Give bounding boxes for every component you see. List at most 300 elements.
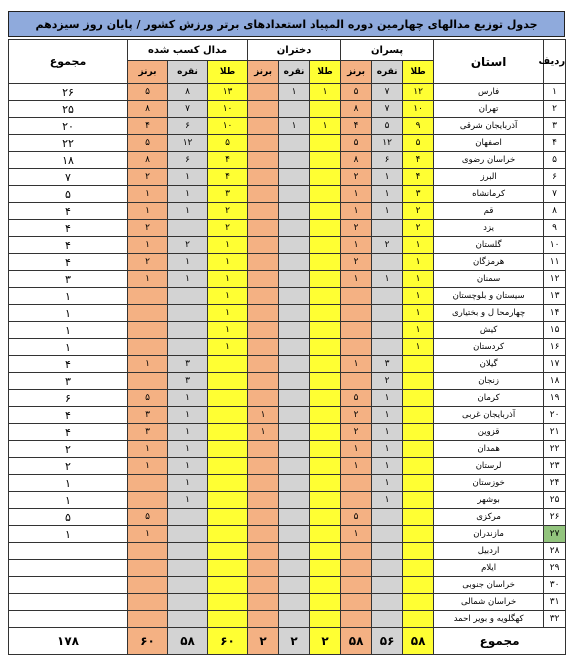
earned-silver-cell [168,526,208,543]
total-cell: ۱ [9,339,128,356]
rank-cell: ۱۰ [544,237,566,254]
earned-silver-cell: ۱ [168,186,208,203]
girls-gold-cell [310,594,341,611]
boys-bronze-cell: ۲ [341,254,372,271]
province-cell: تهران [434,101,544,118]
boys-gold-cell [403,543,434,560]
girls-gold-cell [310,339,341,356]
rank-cell: ۲۲ [544,441,566,458]
rank-cell: ۱۶ [544,339,566,356]
boys-silver-cell: ۵ [372,118,403,135]
girls-silver-cell [279,237,310,254]
earned-gold-cell: ۱ [208,305,248,322]
girls-bronze-cell [248,526,279,543]
boys-gold-cell [403,526,434,543]
boys-gold-cell: ۱۲ [403,84,434,101]
girls-gold-cell: ۱ [310,84,341,101]
boys-silver-cell: ۷ [372,101,403,118]
rank-cell: ۱ [544,84,566,101]
girls-gold-cell [310,101,341,118]
earned-bronze-cell [128,560,168,577]
girls-gold-cell [310,373,341,390]
girls-gold-cell [310,220,341,237]
table-row [9,203,566,220]
boys-silver-cell [372,305,403,322]
boys-bronze-cell [341,492,372,509]
province-cell: کردستان [434,339,544,356]
earned-bronze-cell: ۱ [128,458,168,475]
earned-silver-cell: ۱ [168,254,208,271]
earned-bronze-cell: ۱ [128,441,168,458]
boys-gold-cell: ۱ [403,305,434,322]
earned-gold-cell: ۱ [208,237,248,254]
girls-silver-cell [279,390,310,407]
total-cell [9,594,128,611]
header-girls: دختران [248,40,341,61]
earned-silver-cell [168,305,208,322]
rank-cell: ۱۸ [544,373,566,390]
girls-silver-cell [279,356,310,373]
sum-earned-silver: ۵۸ [168,628,208,655]
boys-gold-cell: ۱ [403,339,434,356]
earned-gold-cell: ۱ [208,322,248,339]
girls-bronze-cell [248,390,279,407]
province-cell: مرکزی [434,509,544,526]
girls-bronze-cell [248,458,279,475]
earned-silver-cell: ۶ [168,118,208,135]
girls-bronze-cell [248,611,279,628]
total-cell [9,611,128,628]
table-row [9,101,566,118]
table-row [9,390,566,407]
boys-gold-cell [403,611,434,628]
girls-silver-cell [279,186,310,203]
earned-gold-cell: ۱ [208,271,248,288]
earned-silver-cell: ۷ [168,101,208,118]
medal-table [8,39,566,655]
girls-silver-cell [279,373,310,390]
earned-bronze-cell: ۵ [128,84,168,101]
boys-gold-cell: ۱ [403,254,434,271]
boys-silver-cell [372,577,403,594]
girls-silver-cell [279,407,310,424]
rank-cell: ۲۶ [544,509,566,526]
province-cell: قم [434,203,544,220]
earned-silver-cell: ۱ [168,407,208,424]
earned-gold-cell: ۲ [208,220,248,237]
boys-gold-cell: ۱ [403,271,434,288]
boys-bronze-cell: ۱ [341,526,372,543]
earned-bronze-cell: ۵ [128,390,168,407]
boys-silver-cell [372,543,403,560]
girls-bronze-cell [248,101,279,118]
boys-bronze-cell [341,577,372,594]
province-cell: کهگلویه و بویر احمد [434,611,544,628]
rank-cell: ۲ [544,101,566,118]
province-cell: بوشهر [434,492,544,509]
boys-bronze-cell: ۱ [341,271,372,288]
table-row [9,254,566,271]
boys-bronze-cell [341,339,372,356]
table-row [9,407,566,424]
girls-gold-cell [310,441,341,458]
boys-bronze-cell [341,475,372,492]
boys-silver-cell: ۱ [372,458,403,475]
earned-silver-cell: ۳ [168,373,208,390]
earned-silver-cell [168,322,208,339]
boys-silver-cell: ۱۲ [372,135,403,152]
earned-gold-cell: ۳ [208,186,248,203]
rank-cell: ۱۳ [544,288,566,305]
sum-boys-silver: ۵۶ [372,628,403,655]
rank-cell: ۲۰ [544,407,566,424]
girls-silver-cell [279,543,310,560]
earned-silver-cell [168,560,208,577]
boys-silver-cell: ۱ [372,424,403,441]
earned-bronze-cell [128,543,168,560]
header-girls-gold: طلا [310,61,341,84]
girls-bronze-cell [248,152,279,169]
total-cell: ۱ [9,288,128,305]
province-cell: همدان [434,441,544,458]
rank-cell: ۳۲ [544,611,566,628]
boys-silver-cell: ۱ [372,169,403,186]
province-cell: مازندران [434,526,544,543]
rank-cell: ۱۱ [544,254,566,271]
boys-bronze-cell: ۲ [341,220,372,237]
boys-bronze-cell: ۲ [341,407,372,424]
boys-silver-cell [372,254,403,271]
total-cell: ۶ [9,390,128,407]
boys-silver-cell [372,322,403,339]
total-cell: ۴ [9,203,128,220]
girls-bronze-cell [248,220,279,237]
earned-gold-cell [208,373,248,390]
header-total: مجموع [9,40,128,84]
header-rank: ردیف [544,40,566,84]
girls-gold-cell [310,611,341,628]
girls-bronze-cell [248,373,279,390]
earned-gold-cell: ۱ [208,339,248,356]
total-cell: ۱ [9,305,128,322]
earned-bronze-cell [128,305,168,322]
province-cell: چهارمحا ل و بختیاری [434,305,544,322]
girls-silver-cell [279,577,310,594]
boys-silver-cell: ۱ [372,492,403,509]
boys-bronze-cell: ۵ [341,135,372,152]
boys-silver-cell: ۱ [372,441,403,458]
total-cell [9,543,128,560]
girls-silver-cell [279,441,310,458]
sum-total: ۱۷۸ [9,628,128,655]
table-row [9,594,566,611]
girls-bronze-cell [248,322,279,339]
table-row [9,526,566,543]
earned-gold-cell: ۴ [208,152,248,169]
earned-silver-cell: ۱ [168,169,208,186]
girls-bronze-cell [248,118,279,135]
table-row [9,458,566,475]
earned-gold-cell [208,356,248,373]
earned-silver-cell: ۱۲ [168,135,208,152]
header-boys-bronze: برنز [341,61,372,84]
table-row [9,271,566,288]
girls-gold-cell: ۱ [310,118,341,135]
earned-bronze-cell: ۱ [128,237,168,254]
boys-silver-cell: ۱ [372,271,403,288]
girls-silver-cell [279,305,310,322]
earned-bronze-cell [128,322,168,339]
girls-bronze-cell [248,356,279,373]
earned-silver-cell: ۶ [168,152,208,169]
girls-gold-cell [310,322,341,339]
header-boys-silver: نقره [372,61,403,84]
girls-bronze-cell [248,339,279,356]
province-cell: کرمان [434,390,544,407]
girls-silver-cell [279,611,310,628]
table-row [9,492,566,509]
earned-gold-cell: ۱۰ [208,118,248,135]
boys-bronze-cell [341,543,372,560]
total-cell: ۵ [9,509,128,526]
medal-table-sheet [8,11,565,655]
boys-bronze-cell: ۸ [341,101,372,118]
earned-silver-cell: ۱ [168,475,208,492]
earned-gold-cell [208,526,248,543]
girls-silver-cell [279,288,310,305]
earned-silver-cell: ۱ [168,458,208,475]
earned-gold-cell: ۱۰ [208,101,248,118]
girls-gold-cell [310,152,341,169]
earned-silver-cell [168,509,208,526]
province-cell: قزوین [434,424,544,441]
boys-gold-cell: ۱ [403,237,434,254]
girls-bronze-cell [248,254,279,271]
earned-bronze-cell: ۸ [128,152,168,169]
earned-gold-cell [208,390,248,407]
earned-gold-cell: ۱۳ [208,84,248,101]
earned-bronze-cell [128,577,168,594]
earned-bronze-cell [128,373,168,390]
earned-bronze-cell: ۳ [128,407,168,424]
rank-cell: ۲۷ [544,526,566,543]
boys-gold-cell: ۳ [403,186,434,203]
girls-gold-cell [310,390,341,407]
province-cell: خوزستان [434,475,544,492]
header-province: استان [434,40,544,84]
province-cell: سیستان و بلوچستان [434,288,544,305]
earned-silver-cell: ۳ [168,356,208,373]
rank-cell: ۲۴ [544,475,566,492]
girls-bronze-cell [248,577,279,594]
boys-silver-cell: ۱ [372,475,403,492]
girls-silver-cell: ۱ [279,84,310,101]
rank-cell: ۲۳ [544,458,566,475]
sheet-title: جدول توزیع مدالهای چهارمین دوره المپیاد استعدادهای برتر ورزش کشور / پایان روز سیزدهم [8,11,565,37]
girls-bronze-cell [248,271,279,288]
boys-silver-cell: ۶ [372,152,403,169]
girls-gold-cell [310,135,341,152]
boys-silver-cell [372,339,403,356]
girls-silver-cell [279,322,310,339]
sum-row [9,628,566,655]
province-cell: سمنان [434,271,544,288]
province-cell: لرستان [434,458,544,475]
girls-bronze-cell [248,441,279,458]
boys-silver-cell: ۱ [372,390,403,407]
girls-bronze-cell [248,186,279,203]
rank-cell: ۱۹ [544,390,566,407]
boys-bronze-cell: ۱ [341,237,372,254]
girls-gold-cell [310,407,341,424]
earned-gold-cell: ۴ [208,169,248,186]
earned-bronze-cell [128,611,168,628]
header-earned: مدال کسب شده [128,40,248,61]
girls-bronze-cell [248,84,279,101]
earned-silver-cell [168,220,208,237]
total-cell: ۱ [9,475,128,492]
boys-bronze-cell: ۲ [341,169,372,186]
earned-gold-cell [208,577,248,594]
rank-cell: ۷ [544,186,566,203]
boys-bronze-cell [341,322,372,339]
province-cell: خراسان رضوی [434,152,544,169]
boys-gold-cell [403,356,434,373]
province-cell: خراسان شمالی [434,594,544,611]
earned-bronze-cell: ۱ [128,356,168,373]
girls-silver-cell [279,492,310,509]
header-earned-gold: طلا [208,61,248,84]
girls-bronze-cell [248,560,279,577]
total-cell: ۲۶ [9,84,128,101]
boys-silver-cell [372,526,403,543]
rank-cell: ۲۸ [544,543,566,560]
earned-silver-cell [168,577,208,594]
total-cell: ۲ [9,458,128,475]
girls-bronze-cell [248,492,279,509]
sum-earned-bronze: ۶۰ [128,628,168,655]
boys-bronze-cell: ۱ [341,441,372,458]
girls-gold-cell [310,271,341,288]
boys-gold-cell: ۵ [403,135,434,152]
boys-gold-cell [403,560,434,577]
girls-bronze-cell [248,203,279,220]
table-row [9,543,566,560]
table-row [9,135,566,152]
earned-gold-cell: ۱ [208,288,248,305]
girls-gold-cell [310,577,341,594]
header-girls-bronze: برنز [248,61,279,84]
earned-gold-cell: ۲ [208,203,248,220]
total-cell: ۴ [9,424,128,441]
earned-gold-cell [208,509,248,526]
rank-cell: ۱۵ [544,322,566,339]
boys-gold-cell [403,475,434,492]
boys-silver-cell: ۲ [372,237,403,254]
table-row [9,118,566,135]
earned-bronze-cell: ۱ [128,271,168,288]
girls-silver-cell [279,526,310,543]
earned-gold-cell [208,458,248,475]
province-cell: یزد [434,220,544,237]
boys-silver-cell [372,611,403,628]
table-row [9,169,566,186]
boys-silver-cell: ۷ [372,84,403,101]
earned-bronze-cell: ۸ [128,101,168,118]
boys-gold-cell [403,577,434,594]
province-cell: گلستان [434,237,544,254]
boys-bronze-cell [341,594,372,611]
earned-gold-cell [208,407,248,424]
boys-silver-cell [372,594,403,611]
boys-gold-cell: ۲ [403,220,434,237]
earned-silver-cell: ۱ [168,492,208,509]
province-cell: گیلان [434,356,544,373]
earned-bronze-cell: ۳ [128,424,168,441]
rank-cell: ۱۴ [544,305,566,322]
earned-silver-cell [168,288,208,305]
rank-cell: ۲۹ [544,560,566,577]
earned-silver-cell: ۱ [168,390,208,407]
girls-bronze-cell [248,305,279,322]
rank-cell: ۲۱ [544,424,566,441]
girls-bronze-cell: ۱ [248,407,279,424]
girls-bronze-cell: ۱ [248,424,279,441]
table-row [9,577,566,594]
boys-gold-cell: ۴ [403,169,434,186]
girls-gold-cell [310,492,341,509]
sum-label: مجموع [434,628,566,655]
table-row [9,475,566,492]
earned-bronze-cell: ۲ [128,220,168,237]
boys-gold-cell: ۱ [403,288,434,305]
total-cell: ۲ [9,441,128,458]
earned-bronze-cell: ۵ [128,135,168,152]
girls-gold-cell [310,288,341,305]
earned-silver-cell [168,594,208,611]
province-cell: هرمزگان [434,254,544,271]
girls-gold-cell [310,356,341,373]
girls-gold-cell [310,543,341,560]
total-cell: ۴ [9,254,128,271]
table-row [9,305,566,322]
earned-bronze-cell [128,492,168,509]
total-cell: ۲۵ [9,101,128,118]
earned-silver-cell [168,611,208,628]
total-cell: ۷ [9,169,128,186]
boys-bronze-cell: ۲ [341,424,372,441]
total-cell: ۱ [9,526,128,543]
header-earned-silver: نقره [168,61,208,84]
earned-silver-cell [168,543,208,560]
sum-boys-bronze: ۵۸ [341,628,372,655]
earned-bronze-cell: ۵ [128,509,168,526]
boys-bronze-cell: ۱ [341,356,372,373]
earned-silver-cell: ۱ [168,424,208,441]
table-row [9,560,566,577]
girls-gold-cell [310,203,341,220]
header-earned-bronze: برنز [128,61,168,84]
earned-bronze-cell: ۲ [128,169,168,186]
boys-bronze-cell: ۱ [341,203,372,220]
header-girls-silver: نقره [279,61,310,84]
girls-silver-cell: ۱ [279,118,310,135]
province-cell: البرز [434,169,544,186]
girls-silver-cell [279,509,310,526]
girls-gold-cell [310,169,341,186]
boys-gold-cell [403,390,434,407]
table-row [9,339,566,356]
